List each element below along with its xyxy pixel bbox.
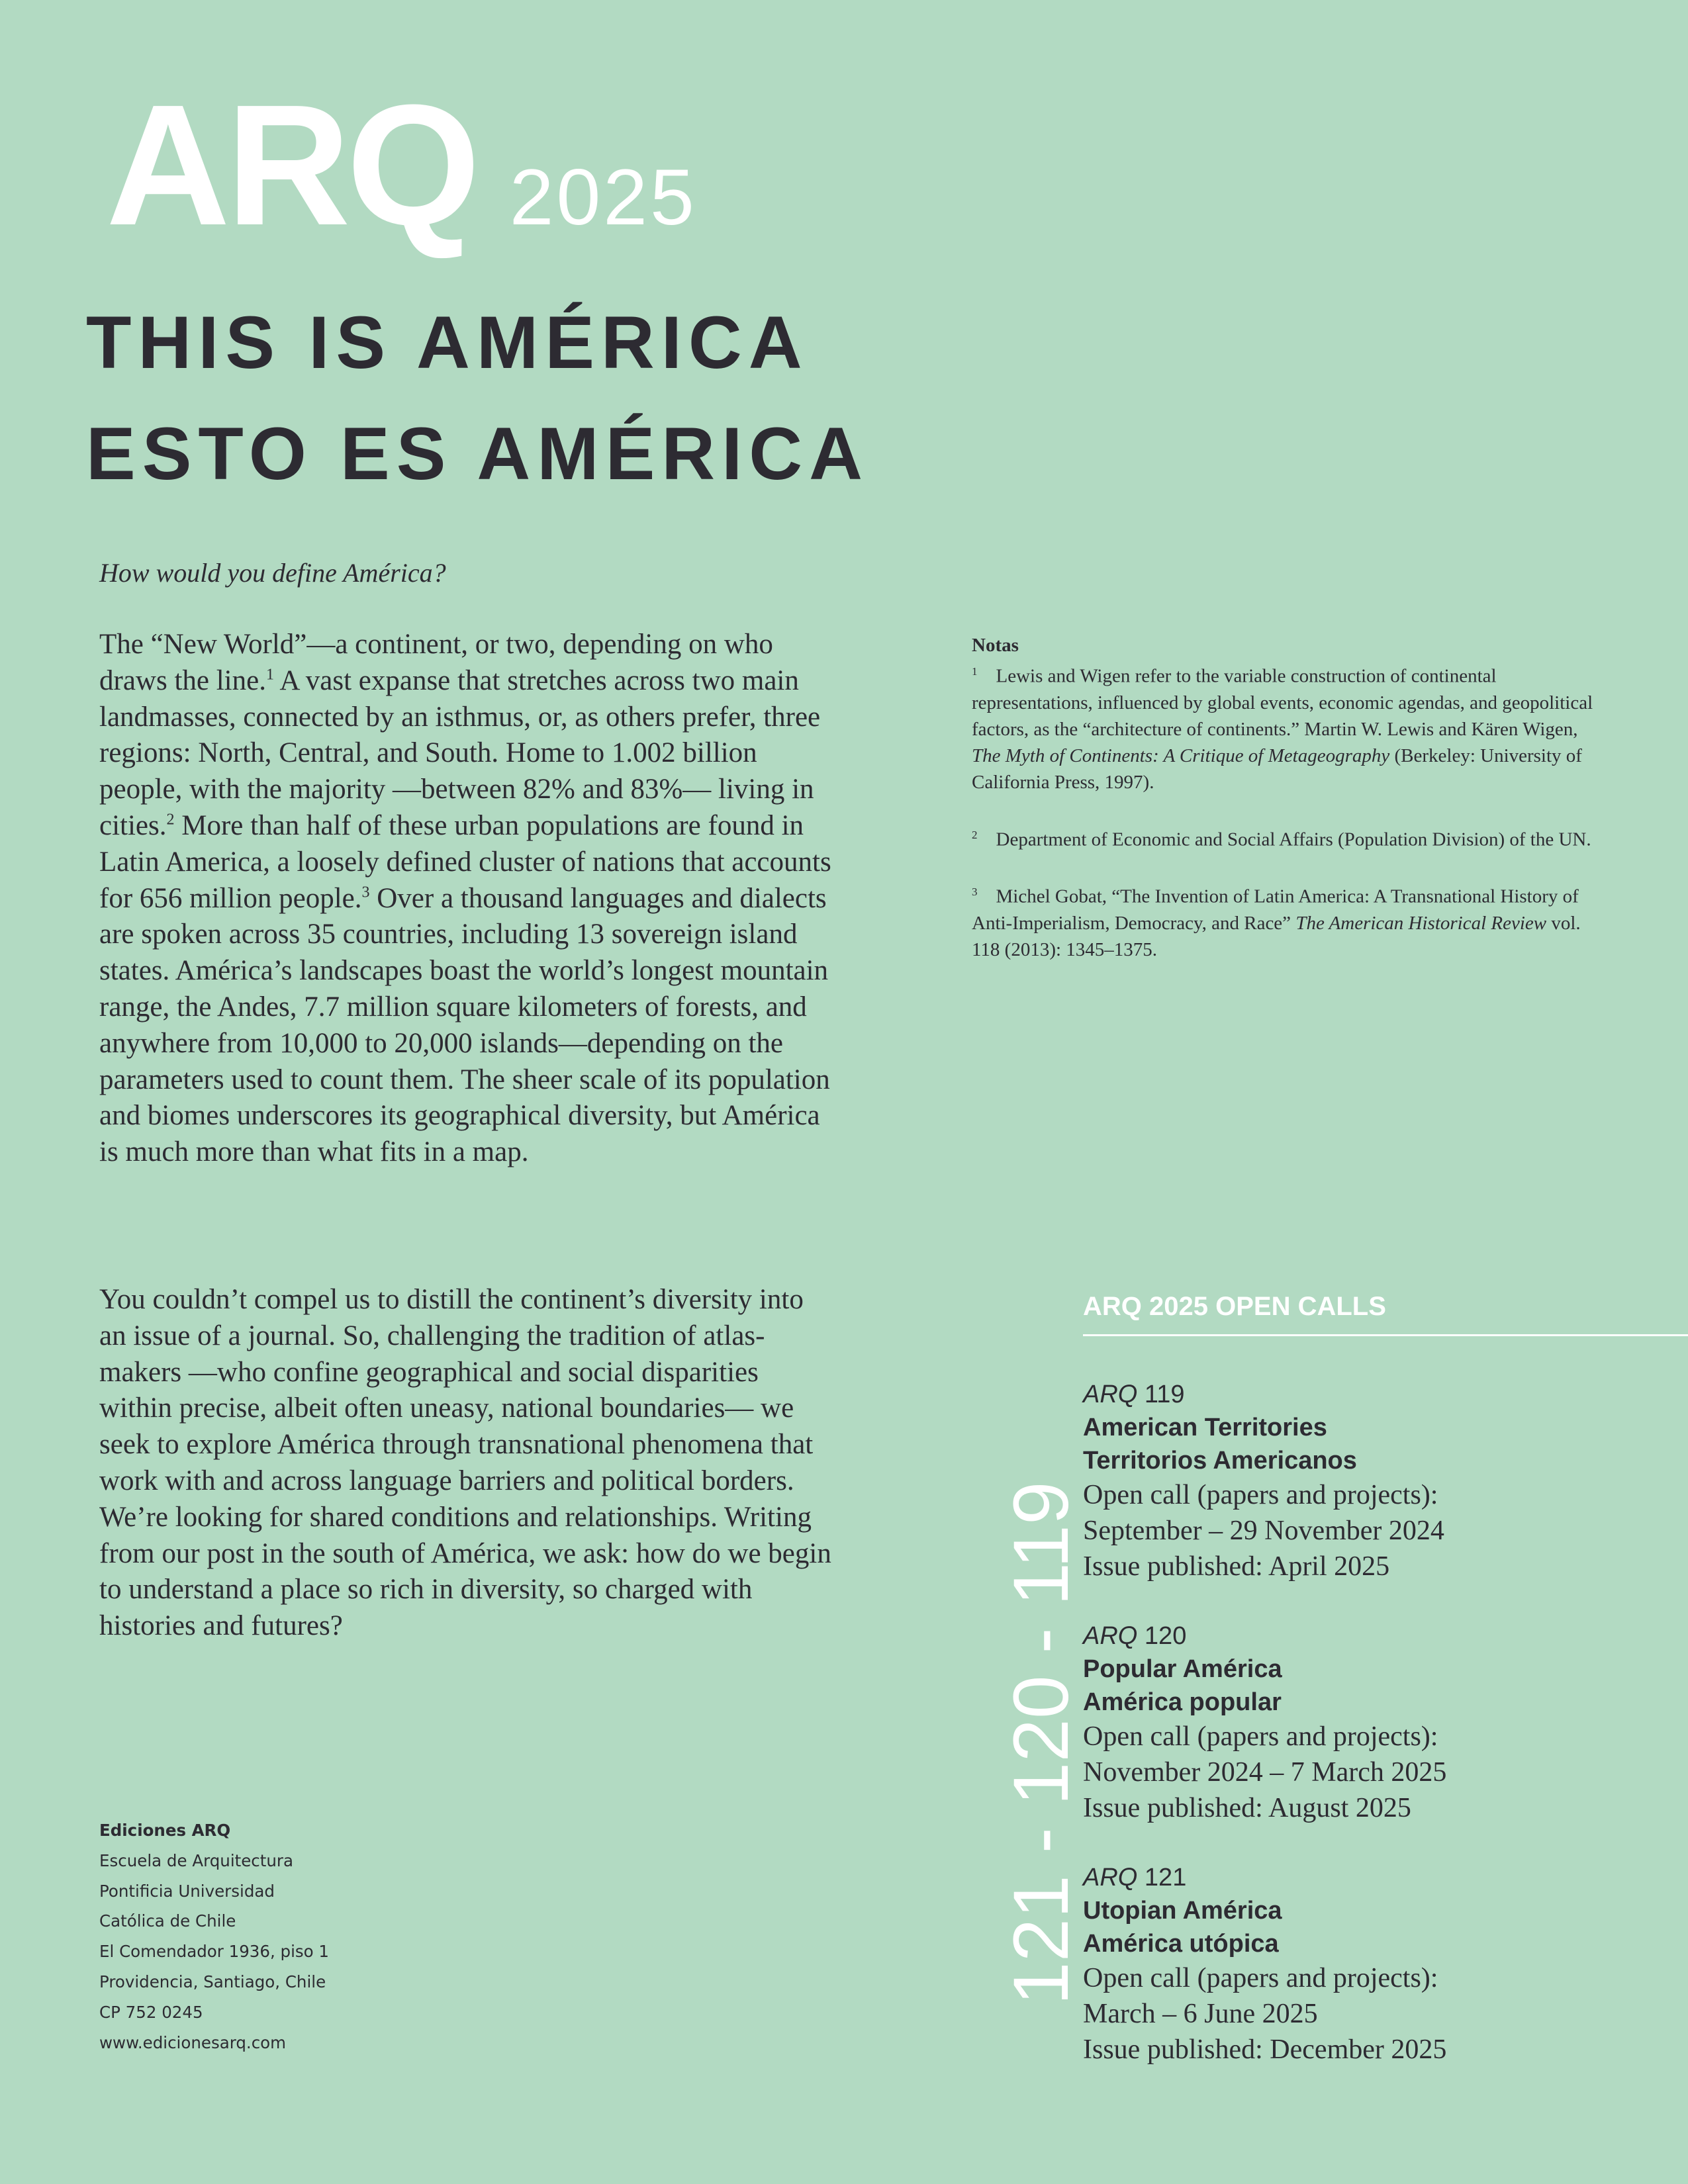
paragraph-1-text: More than half of these urban populations are found in Latin America, a loosely defined cluster of nations that accounts for 656 million people. (99, 809, 831, 914)
footnote (972, 822, 1594, 853)
footnote-ref-2: 2 (166, 811, 175, 829)
issue-number (1083, 1619, 1665, 1653)
publisher-name: Ediciones ARQ (99, 1821, 231, 1840)
footnote-text: Department of Economic and Social Affairs (Population Division) of the UN. (996, 829, 1591, 850)
issue-num: 121 (1144, 1864, 1187, 1891)
footnote-text: Michel Gobat, “The Invention of Latin America: A Transnational History of Anti-Imperialism, Democracy, and Race” (972, 886, 1579, 934)
website-link[interactable]: www.edicionesarq.com (99, 2032, 287, 2052)
footnote-text: Lewis and Wigen refer to the variable construction of continental representations, influenced by global events, economic agendas, and geopolitical factors, as the “architecture of continents.” Martin W. Lewis and Kären Wigen, (972, 665, 1593, 740)
lead-question: How would you define América? (99, 558, 446, 588)
address-line: Escuela de Arquitectura (99, 1850, 293, 1870)
title-english: THIS IS AMÉRICA (86, 301, 809, 384)
open-call-item (1083, 1861, 1665, 2068)
paragraph-1-text: A vast expanse that stretches across two main landmasses, connected by an isthmus, or, as others prefer, three regions: North, Central, and South. Home to 1.002 billion people, with the majority —between 82% and 83%— living in cities. (99, 664, 821, 841)
open-call-item (1083, 1378, 1665, 1584)
footnote-citation-title: The Myth of Continents: A Critique of Metageography (972, 745, 1390, 766)
issue-title-en: Utopian América (1083, 1897, 1282, 1925)
issue-title-es: Territorios Americanos (1083, 1447, 1357, 1475)
notes-title: Notas (972, 635, 1019, 656)
address-line: Católica de Chile (99, 1911, 236, 1931)
issue-numbers-vertical-label: 121 - 120 - 119 (998, 1481, 1085, 2005)
footnote (972, 879, 1594, 963)
brand-year: 2025 (509, 153, 697, 242)
issue-title-es: América popular (1083, 1688, 1282, 1716)
footnote-text-end: vol. 118 (2013): 1345–1375. (972, 912, 1581, 960)
paragraph-1-text: The “New World”—a continent, or two, depending on who draws the line. (99, 629, 773, 696)
call-label: Open call (papers and projects): (1083, 1721, 1438, 1752)
issue-title-es: América utópica (1083, 1930, 1279, 1958)
issue-prefix: ARQ (1083, 1864, 1138, 1891)
open-calls-heading: ARQ 2025 OPEN CALLS (1083, 1292, 1386, 1321)
open-call-item (1083, 1619, 1665, 1826)
address-line: El Comendador 1936, piso 1 (99, 1942, 330, 1962)
call-dates: September – 29 November 2024 (1083, 1516, 1444, 1546)
publication-date: Issue published: April 2025 (1083, 1551, 1390, 1582)
footnote-text-end: (Berkeley: University of California Press, 1997). (972, 745, 1582, 793)
issue-title-en: Popular América (1083, 1655, 1282, 1683)
open-calls-divider (1083, 1334, 1688, 1336)
issue-num: 120 (1144, 1622, 1187, 1650)
issue-number (1083, 1861, 1665, 1894)
issue-num: 119 (1144, 1381, 1185, 1408)
body-paragraph-2: You couldn’t compel us to distill the continent’s diversity into an issue of a journal. So, challenging the tradition of atlas-makers —who confine geographical and social disparities within precise, albeit often uneasy, national boundaries— we seek to explore América through transnational phenomena that work with and across language barriers and political borders. We’re looking for shared conditions and relationships. Writing from our post in the south of América, we ask: how do we begin to understand a place so rich in diversity, so charged with histories and futures? (99, 1284, 831, 1642)
title-spanish: ESTO ES AMÉRICA (86, 412, 870, 495)
issue-number (1083, 1378, 1665, 1411)
paragraph-1-text: Over a thousand languages and dialects are spoken across 35 countries, including 13 sovereign island states. América’s landscapes boast the world’s longest mountain range, the Andes, 7.7 million square kilometers of forests, and anywhere from 10,000 to 20,000 islands—depending on the parameters used to count them. The sheer scale of its population and biomes underscores its geographical diversity, but América is much more than what fits in a map. (99, 882, 830, 1168)
brand-name: ARQ (106, 69, 477, 261)
footnote (972, 659, 1594, 796)
footnote-number: 3 (972, 886, 978, 899)
footnote-ref-3: 3 (361, 884, 370, 901)
address-line: Providencia, Santiago, Chile (99, 1972, 326, 1991)
publisher-info (99, 1815, 329, 2058)
publication-date: Issue published: December 2025 (1083, 2034, 1447, 2065)
footnote-number: 1 (972, 665, 978, 678)
issue-prefix: ARQ (1083, 1622, 1138, 1650)
footnote-number: 2 (972, 828, 978, 841)
address-line: Pontificia Universidad (99, 1881, 275, 1901)
footnote-citation-title: The American Historical Review (1295, 912, 1547, 934)
call-label: Open call (papers and projects): (1083, 1480, 1438, 1510)
issue-prefix: ARQ (1083, 1381, 1138, 1408)
publication-date: Issue published: August 2025 (1083, 1793, 1411, 1823)
call-label: Open call (papers and projects): (1083, 1963, 1438, 1993)
body-paragraph-1 (99, 627, 834, 1171)
call-dates: November 2024 – 7 March 2025 (1083, 1757, 1447, 1788)
masthead (106, 69, 697, 261)
footnote-ref-1: 1 (265, 666, 274, 684)
postal-code: CP 752 0245 (99, 2002, 203, 2022)
call-dates: March – 6 June 2025 (1083, 1999, 1318, 2029)
notes-section (972, 632, 1594, 989)
issue-title-en: American Territories (1083, 1414, 1327, 1441)
